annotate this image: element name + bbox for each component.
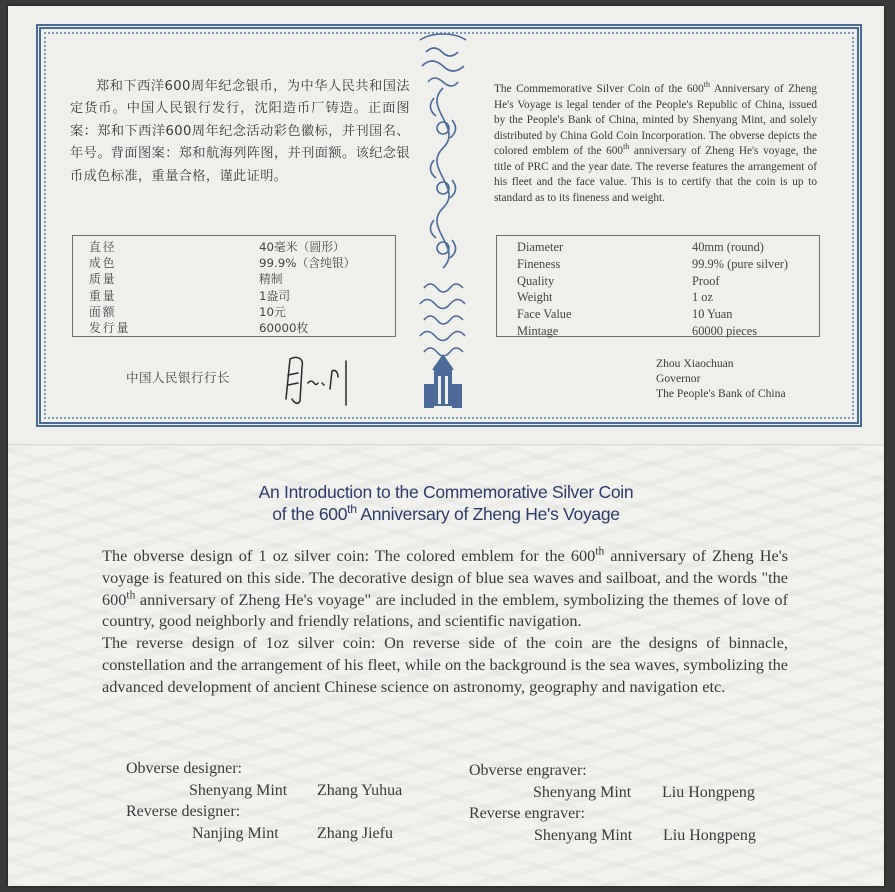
introduction-title	[8, 481, 884, 525]
spec-value: 1盎司	[259, 288, 291, 303]
spec-value: 精制	[259, 272, 283, 287]
spec-value: 10元	[259, 304, 286, 319]
spec-label: Weight	[517, 290, 553, 305]
spec-label: Quality	[517, 273, 555, 288]
wave-dragon-ornament-icon	[412, 28, 474, 424]
spec-row	[89, 320, 395, 336]
spec-label: Face Value	[517, 307, 572, 322]
spec-label: 成色	[89, 256, 117, 271]
obverse-engraver-mint: Shenyang Mint	[533, 784, 632, 801]
spec-value: 60000枚	[259, 320, 309, 335]
spec-row	[517, 239, 819, 256]
spec-value: Proof	[692, 273, 720, 288]
spec-row	[517, 256, 819, 273]
english-signatory	[656, 357, 786, 401]
reverse-engraver-name: Liu Hongpeng	[663, 827, 756, 844]
spec-label: 直径	[89, 240, 117, 254]
chinese-signatory-title: 中国人民银行行长	[126, 370, 231, 385]
title-line-1: An Introduction to the Commemorative Silver Coin	[258, 482, 634, 502]
spec-label: 发行量	[89, 320, 131, 335]
spec-row	[89, 239, 395, 255]
title-line-2: of the 600th Anniversary of Zheng He's Voyage	[272, 502, 620, 524]
spec-label: 质量	[89, 272, 117, 287]
obverse-designer-label: Obverse designer:	[126, 760, 242, 777]
spec-row	[517, 273, 819, 290]
signatory-organization: The People's Bank of China	[656, 386, 786, 400]
spec-row	[89, 288, 395, 304]
reverse-designer-name: Zhang Jiefu	[317, 825, 393, 842]
spec-value: 1 oz	[692, 290, 713, 305]
spec-row	[89, 255, 395, 271]
spec-label: Diameter	[517, 240, 564, 254]
spec-label: 重量	[89, 288, 117, 303]
certificate-card	[8, 6, 884, 886]
spec-label: Fineness	[517, 256, 561, 271]
spec-table-english	[496, 235, 820, 337]
spec-row	[517, 323, 819, 340]
obverse-description: The obverse design of 1 oz silver coin: The colored emblem for the 600th anniversary of Zheng He's voyage is featured on this side. The decorative design of blue sea waves and sailboat, and the words "the 600th anniversary of Zheng He's voyage" are included in the emblem, symbolizing the themes of love of country, good neighborly and friendly relations, and scientific navigation.	[102, 545, 788, 631]
signature-icon	[276, 349, 360, 409]
spec-row	[89, 304, 395, 320]
spec-value: 40mm (round)	[692, 240, 764, 254]
spec-value: 99.9%（含纯银）	[259, 256, 356, 271]
spec-label: Mintage	[517, 323, 559, 338]
spec-value: 60000 pieces	[692, 323, 758, 338]
introduction-body	[102, 545, 788, 698]
obverse-engraver-label: Obverse engraver:	[469, 762, 587, 779]
spec-table-chinese	[72, 235, 396, 337]
obverse-designer-name: Zhang Yuhua	[317, 782, 403, 799]
signatory-title: Governor	[656, 371, 701, 385]
spec-value: 10 Yuan	[692, 307, 733, 322]
spec-row	[517, 306, 819, 323]
spec-row	[89, 271, 395, 287]
reverse-engraver-label: Reverse engraver:	[469, 805, 585, 822]
spec-row	[517, 289, 819, 306]
signatory-name: Zhou Xiaochuan	[656, 357, 734, 370]
reverse-engraver-mint: Shenyang Mint	[534, 827, 633, 844]
spec-label: 面额	[89, 304, 117, 319]
reverse-designer-mint: Nanjing Mint	[192, 825, 279, 842]
english-certificate-text: The Commemorative Silver Coin of the 600th Anniversary of Zheng He's Voyage is legal tender of the People's Republic of China, issued by the People's Bank of China, minted by Shenyang Mint, and solely distributed by China Gold Coin Incorporation. The obverse depicts the colored emblem of the 600th anniversary of Zheng He's voyage, the title of PRC and the year date. The reverse features the arrangement of his fleet and the face value. This is to certify that the coin is up to standard as to its fineness and weight.	[494, 80, 817, 204]
obverse-designer-mint: Shenyang Mint	[189, 782, 288, 799]
reverse-description: The reverse design of 1oz silver coin: On reverse side of the coin are the designs of binnacle, constellation and the arrangement of his fleet, while on the background is the sea waves, symbolizing the advanced development of ancient Chinese science on astronomy, geography and navigation etc.	[102, 633, 788, 696]
chinese-certificate-text: 郑和下西洋600周年纪念银币，为中华人民共和国法定货币。中国人民银行发行，沈阳造币厂铸造。正面图案：郑和下西洋600周年纪念活动彩色徽标，并刊国名、年号。背面图案：郑和航海列阵图，并刊面额。该纪念银币成色标准，重量合格，谨此证明。	[70, 79, 410, 184]
reverse-designer-label: Reverse designer:	[126, 803, 241, 820]
spec-value: 40毫米（圆形）	[259, 240, 345, 254]
spec-value: 99.9% (pure silver)	[692, 256, 788, 271]
obverse-engraver-name: Liu Hongpeng	[662, 784, 755, 801]
